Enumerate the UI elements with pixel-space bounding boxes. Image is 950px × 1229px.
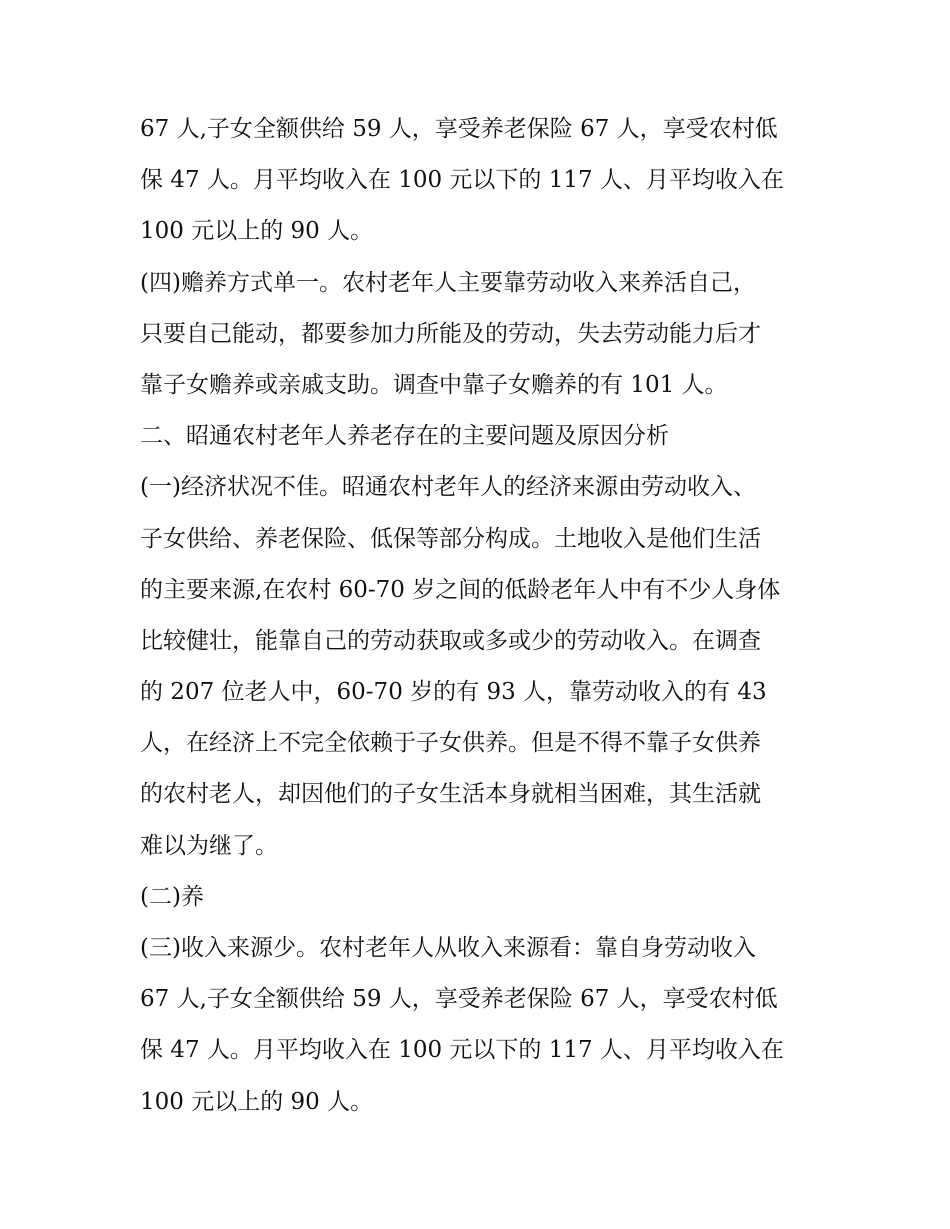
text-line: 67 人,子女全额供给 59 人，享受养老保险 67 人，享受农村低 <box>140 986 778 1013</box>
text-line: 保 47 人。月平均收入在 100 元以下的 117 人、月平均收入在 <box>140 167 784 194</box>
text-line: 难以为继了。 <box>140 832 278 859</box>
text-line: 100 元以上的 90 人。 <box>140 1088 374 1115</box>
text-line: 靠子女赡养或亲戚支助。调查中靠子女赡养的有 101 人。 <box>140 371 728 398</box>
text-line: 比较健壮，能靠自己的劳动获取或多或少的劳动收入。在调查 <box>140 627 761 654</box>
text-line: 人，在经济上不完全依赖于子女供养。但是不得不靠子女供养 <box>140 730 761 757</box>
text-line: 的 207 位老人中，60-70 岁的有 93 人，靠劳动收入的有 43 <box>140 679 767 706</box>
text-line: 只要自己能动，都要参加力所能及的劳动，失去劳动能力后才 <box>140 320 761 347</box>
text-line: 保 47 人。月平均收入在 100 元以下的 117 人、月平均收入在 <box>140 1037 784 1064</box>
text-line: 的农村老人，却因他们的子女生活本身就相当困难，其生活就 <box>140 781 761 808</box>
text-line: 100 元以上的 90 人。 <box>140 218 374 245</box>
section-paragraph-start: (一)经济状况不佳。昭通农村老年人的经济来源由劳动收入、 <box>140 474 756 501</box>
text-line: 子女供给、养老保险、低保等部分构成。土地收入是他们生活 <box>140 525 761 552</box>
section-paragraph-start: (四)赡养方式单一。农村老年人主要靠劳动收入来养活自己， <box>140 269 756 296</box>
section-paragraph-start: (二)养 <box>140 883 204 910</box>
text-line: 的主要来源,在农村 60-70 岁之间的低龄老年人中有不少人身体 <box>140 576 781 603</box>
body-text <box>140 104 840 1128</box>
section-paragraph-start: (三)收入来源少。农村老年人从收入来源看：靠自身劳动收入 <box>140 935 756 961</box>
text-line: 67 人,子女全额供给 59 人，享受养老保险 67 人，享受农村低 <box>140 116 778 142</box>
section-heading: 二、昭通农村老年人养老存在的主要问题及原因分析 <box>140 423 669 450</box>
